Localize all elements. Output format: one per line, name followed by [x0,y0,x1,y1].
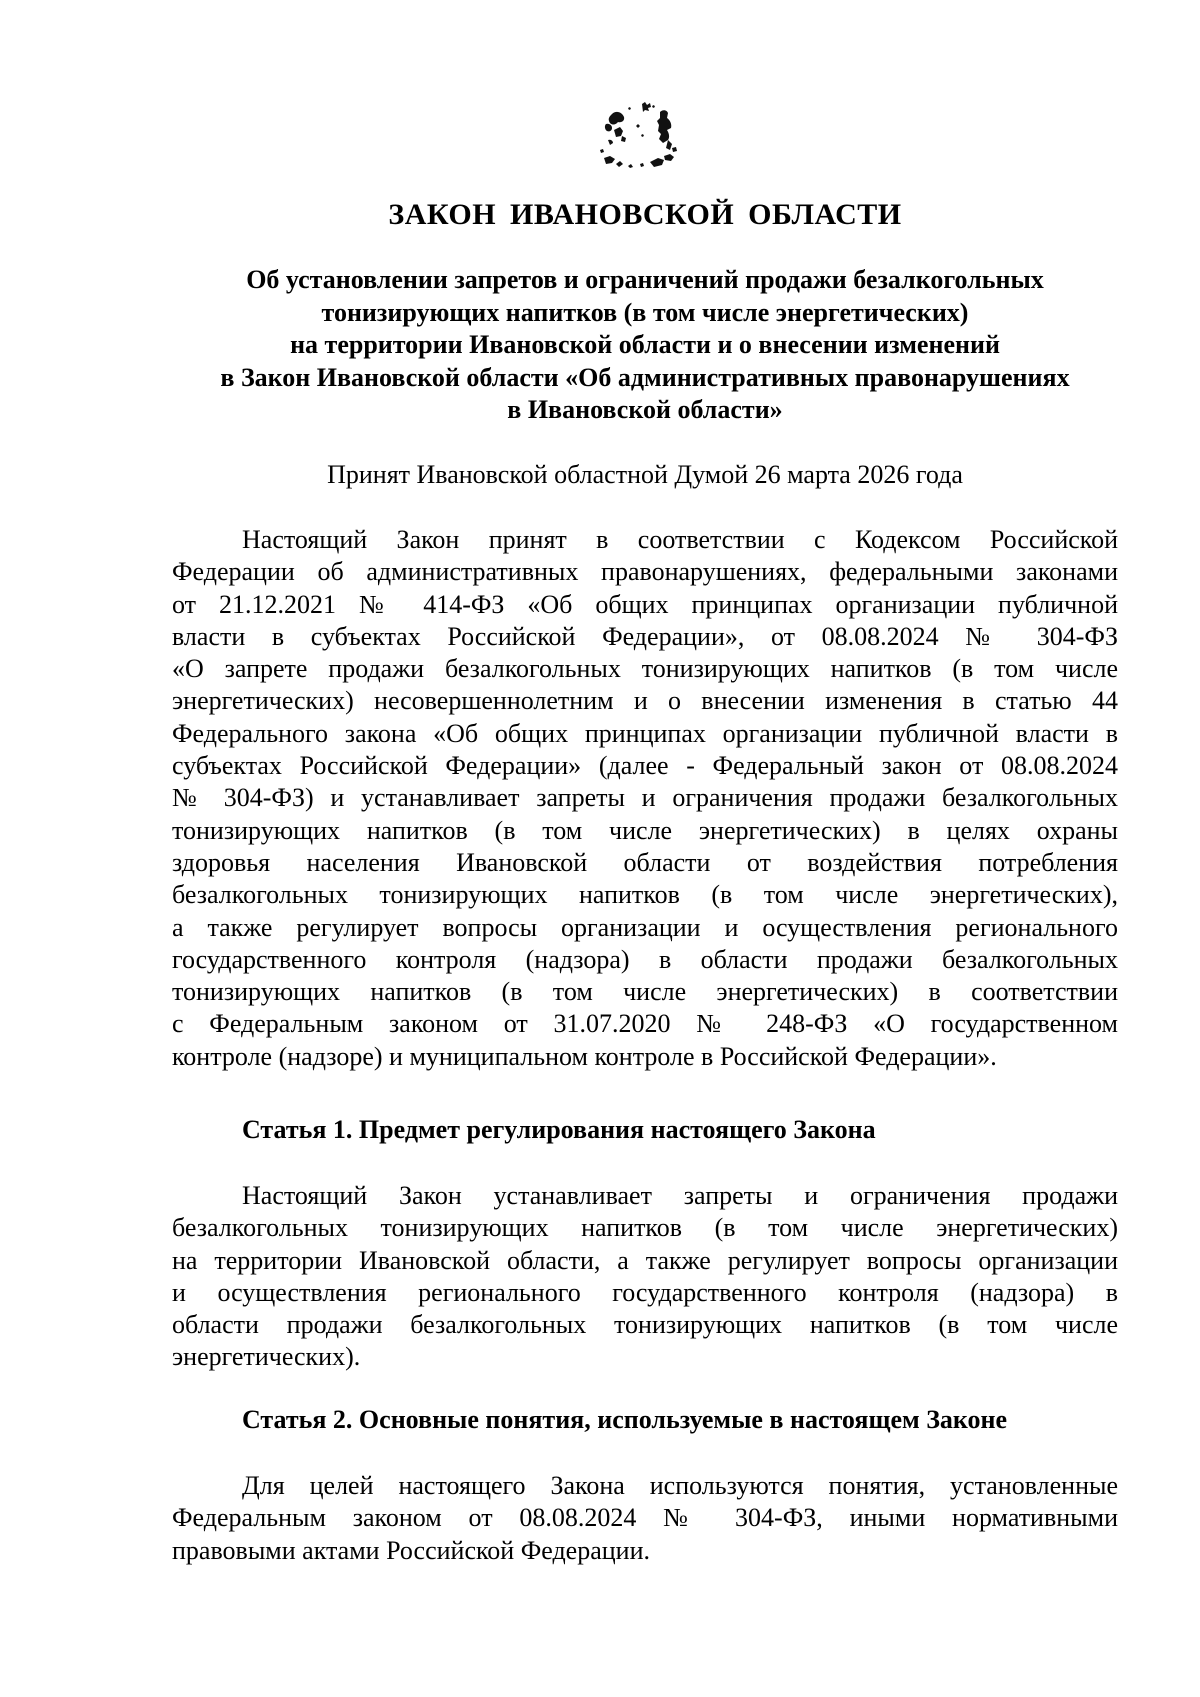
paragraph-line: «О запрете продажи безалкогольных тонизирующих напитков (в том числе [172,654,1118,684]
paragraph-line: энергетических). [172,1342,361,1372]
subtitle-line: в Закон Ивановской области «Об административных правонарушениях [220,362,1070,392]
paragraph-line: от 21.12.2021 № 414-ФЗ «Об общих принципах организации публичной [172,589,1118,619]
paragraph-line: Федерации об административных правонарушениях, федеральными законами [172,557,1118,587]
paragraph-line: Настоящий Закон устанавливает запреты и ограничения продажи [242,1181,1118,1210]
paragraph-line: а также регулирует вопросы организации и осуществления регионального [172,912,1118,942]
paragraph-line: правовыми актами Российской Федерации. [172,1535,651,1565]
coat-of-arms-icon [598,100,682,176]
paragraph-line: Настоящий Закон принят в соответствии с Кодексом Российской [242,525,1118,554]
paragraph-line: безалкогольных тонизирующих напитков (в том числе энергетических), [172,880,1118,910]
paragraph-line: субъектах Российской Федерации» (далее - Федеральный закон от 08.08.2024 [172,751,1118,781]
subtitle-line: в Ивановской области» [507,395,783,424]
paragraph-line: № 304-ФЗ) и устанавливает запреты и ограничения продажи безалкогольных [172,783,1118,813]
paragraph-line: Федеральным законом от 08.08.2024 № 304-ФЗ, иными нормативными [172,1503,1118,1533]
subtitle-line: Об установлении запретов и ограничений продажи безалкогольных [246,265,1044,294]
paragraph-line: энергетических) несовершеннолетним и о внесении изменения в статью 44 [172,686,1118,716]
article-2-paragraph [172,1470,1118,1567]
paragraph-line: на территории Ивановской области, а также регулирует вопросы организации [172,1245,1118,1275]
paragraph-line: Для целей настоящего Закона используются понятия, установленные [242,1471,1118,1500]
paragraph-line: Федерального закона «Об общих принципах организации публичной власти в [172,718,1118,748]
subtitle-line: тонизирующих напитков (в том числе энергетических) [321,297,969,327]
paragraph-line: области продажи безалкогольных тонизирующих напитков (в том числе [172,1310,1118,1340]
article-2-heading: Статья 2. Основные понятия, используемые в настоящем Законе [242,1405,1008,1434]
paragraph-line: с Федеральным законом от 31.07.2020 № 248-ФЗ «О государственном [172,1009,1118,1039]
article-1-paragraph [172,1180,1118,1374]
paragraph-line: государственного контроля (надзора) в области продажи безалкогольных [172,944,1118,974]
document-title: ЗАКОН ИВАНОВСКОЙ ОБЛАСТИ [388,198,902,231]
paragraph-line: и осуществления регионального государственного контроля (надзора) в [172,1277,1118,1307]
adoption-line: Принят Ивановской областной Думой 26 марта 2026 года [327,460,963,489]
paragraph-line: здоровья населения Ивановской области от воздействия потребления [172,847,1118,877]
paragraph-line: тонизирующих напитков (в том числе энергетических) в целях охраны [172,815,1118,845]
paragraph-line: безалкогольных тонизирующих напитков (в том числе энергетических) [172,1213,1118,1243]
subtitle-line: на территории Ивановской области и о внесении изменений [290,330,1000,359]
paragraph-line: тонизирующих напитков (в том числе энергетических) в соответствии [172,977,1118,1007]
paragraph-line: контроле (надзоре) и муниципальном контроле в Российской Федерации». [172,1041,997,1071]
document-subtitle [172,264,1118,427]
paragraph-line: власти в субъектах Российской Федерации», от 08.08.2024 № 304-ФЗ [172,621,1118,651]
preamble-paragraph [172,524,1118,1073]
article-1-heading: Статья 1. Предмет регулирования настоящего Закона [242,1115,876,1144]
